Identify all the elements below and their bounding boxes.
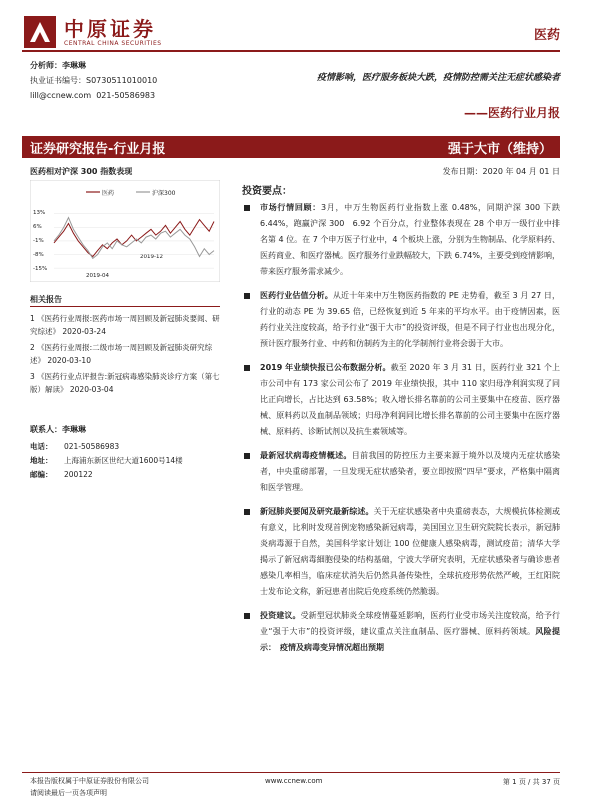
point-epidemic: [244, 448, 560, 496]
square-bullet-icon: [244, 205, 250, 211]
relative-performance-chart: [30, 180, 220, 282]
report-banner: [22, 136, 560, 158]
y-tick: -8%: [33, 252, 44, 258]
company-logo: [22, 14, 162, 50]
footer-website-link[interactable]: www.ccnew.com: [265, 777, 323, 785]
related-report-link[interactable]: 1 《医药行业周报:医药市场一周回顾及新冠肺炎要闻、研究综述》 2020-03-24: [30, 314, 220, 336]
legend-hs300: 沪深300: [152, 190, 176, 197]
related-report-link[interactable]: 3 《医药行业点评报告:新冠病毒感染肺炎诊疗方案（第七版）解读》 2020-03-04: [30, 372, 220, 394]
risk-warning: 风险提示： 疫情及病毒变异情况超出预期: [260, 627, 560, 652]
point-body: 关于无症状感染者中央重磅表态，大规模抗体检测或有意义，比利时发现首例宠物感染新冠病毒，美国国立卫生研究院院长表示，新冠肺炎病毒源于自然，美国科学家计划让 100 位健康人感染病毒，测试疫苗；清华大学揭示了新冠病毒細胞侵染的结构基础，宁波大学研究表明，无症状感染者与确诊患者感染几率相当，临床症状消失后仍然具备传染性，全球抗疫形势依然严峻，王红阳院士发布论文称，新冠患者出院后免疫系统仍然脆弱。: [260, 507, 561, 596]
contact-label: 联系人：: [30, 425, 62, 434]
point-title: 2019 年业绩快报已公布数据分析。: [260, 363, 391, 372]
point-body: 截至 2020 年 3 月 31 日，医药行业 321 个上市公司中有 173 家公司公布了 2019 年业绩快报，其中 110 家归母净利润实现了同比正向增长，占比达到 63.58%；收入增长排名靠前的公司主要集中在疫苗、医疗器械、原料药以及血制品领域；归母净利润同比增长排名靠前的公司主要集中在医疗器械、原料药、诊断试剂以及抗生素领域等。: [260, 363, 560, 436]
analyst-label: 分析师：: [30, 61, 62, 70]
contact-value: 上海浦东新区世纪大道1600号14楼: [64, 456, 183, 465]
contact-value: 021-50586983: [64, 442, 120, 451]
contact-key: 地址：: [30, 456, 53, 465]
investment-points: [244, 200, 560, 664]
copyright-line: 本报告版权属于中原证券股份有限公司: [30, 777, 149, 785]
point-earnings: [244, 360, 560, 440]
license-label: 执业证书编号：: [30, 76, 86, 85]
contact-value: 200122: [64, 470, 93, 479]
contact-key: 邮编：: [30, 470, 53, 479]
report-subtitle: ——医药行业月报: [463, 106, 560, 120]
point-body: 目前我国的防控压力主要来源于境外以及境内无症状感染者，中央重磅部署，一旦发现无症状感染者，要立即按照“四早”要求，严格集中隔离和医学管理。: [260, 451, 561, 492]
point-title: 医药行业估值分析。: [260, 291, 333, 300]
footer-divider: [22, 772, 560, 773]
y-tick: 6%: [33, 224, 42, 230]
contact-phone-row: [30, 440, 225, 454]
license-number: S0730511010010: [86, 76, 158, 85]
point-title: 投资建议。: [260, 611, 301, 620]
sector-label: 医药: [533, 28, 560, 43]
square-bullet-icon: [244, 293, 250, 299]
point-body: 受新型冠状肺炎全球疫情蔓延影响，医药行业受市场关注度较高，给予行业“强于大市”的投资评级，建议重点关注血制品、医疗器械、原料药领域。: [260, 611, 561, 636]
analyst-email: lill@ccnew.com: [30, 91, 92, 100]
footer-copyright: [30, 775, 149, 799]
x-tick: 2019-12: [140, 254, 163, 260]
legend-pharma: 医药: [102, 190, 115, 197]
chart-svg: [30, 180, 220, 282]
contact-zip-row: [30, 468, 225, 482]
square-bullet-icon: [244, 365, 250, 371]
square-bullet-icon: [244, 613, 250, 619]
point-body: 从近十年来中万生物医药指数的 PE 走势看，截至 3 月 27 日，行业的动态 PE 为 39.65 倍，已经恢复到近 5 年来的平均水平。由于疫情因素，医药行业关注度较高，给予行业“强于大市”的投资评级，但是不同子行业也出现分化，预计医疗服务行业、中药和仿制药为主的化学制剂行业将会弱于大市。: [260, 291, 560, 348]
point-research: [244, 504, 560, 600]
point-market-review: [244, 200, 560, 280]
y-tick: -1%: [33, 238, 44, 244]
point-valuation: [244, 288, 560, 352]
related-reports-heading: 相关报告: [30, 295, 62, 304]
square-bullet-icon: [244, 509, 250, 515]
analyst-name: 李琳琳: [62, 61, 86, 70]
related-report-link[interactable]: 2 《医药行业周报:二级市场一周回顾及新冠肺炎研究综述》 2020-03-10: [30, 343, 213, 365]
point-title: 新冠肺炎要闻及研究最新综述。: [260, 507, 374, 516]
x-tick: 2019-04: [86, 273, 109, 279]
report-type: 证券研究报告-行业月报: [30, 141, 166, 157]
chart-title: 医药相对沪深 300 指数表现: [30, 167, 133, 176]
brand-name-cn: 中原证券: [64, 16, 156, 41]
analyst-info: [30, 58, 157, 103]
industry-rating: 强于大市（维持）: [447, 141, 552, 157]
disclaimer-line: 请阅读最后一页各项声明: [30, 789, 107, 797]
related-divider: [30, 306, 220, 307]
point-title: 市场行情回顾：: [260, 203, 321, 212]
contact-info: [30, 440, 225, 482]
report-headline: 疫情影响，医疗服务板块大跌，疫情防控需关注无症状感染者: [316, 73, 560, 83]
square-bullet-icon: [244, 453, 250, 459]
page-number: 第 1 页 / 共 37 页: [502, 778, 560, 786]
point-body: 3月，中万生物医药行业指数上涨 0.48%，同期沪深 300 下跌 6.44%，跑赢沪深 300 6.92 个百分点，行业整体表现在 28 个申万一级行业中排名第 4 位。在 7 个申万医子行业中，4 个板块上涨，分别为生物制品、化学原料药、医药商业、和医疗器械。医疗服务行业跌幅较大，下跌 6.74%，主要受到疫情影响，带来医疗服务需求减少。: [260, 203, 561, 276]
investment-highlights-heading: 投资要点：: [242, 186, 292, 197]
brand-name-en: CENTRAL CHINA SECURITIES: [64, 39, 162, 47]
contact-heading: [30, 424, 86, 435]
y-tick: 13%: [33, 210, 46, 216]
analyst-phone: 021-50586983: [96, 91, 156, 100]
point-advice: [244, 608, 560, 656]
y-tick: -15%: [33, 266, 48, 272]
publish-date: 发布日期：2020 年 04 月 01 日: [442, 167, 560, 176]
contact-address-row: [30, 454, 225, 468]
point-title: 最新冠状病毒疫情概述。: [260, 451, 352, 460]
contact-name: 李琳琳: [62, 425, 86, 434]
logo-emblem-icon: [22, 14, 58, 50]
contact-key: 电话：: [30, 442, 53, 451]
related-reports-list: [30, 312, 222, 399]
header-divider: [22, 50, 560, 52]
